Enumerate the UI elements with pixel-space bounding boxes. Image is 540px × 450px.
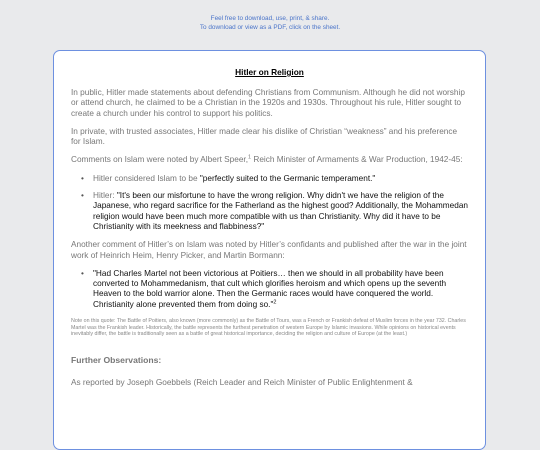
goebbels-paragraph: As reported by Joseph Goebbels (Reich Leader and Reich Minister of Public Enlightenment & (71, 377, 413, 387)
document-title: Hitler on Religion (235, 67, 304, 77)
footnote-ref-1: 1 (248, 154, 252, 161)
footnote-ref-2: 2 (273, 299, 277, 305)
download-notice (0, 15, 540, 32)
further-observations-heading: Further Observations: (71, 354, 162, 365)
bullet-icon: • (81, 173, 84, 183)
speer-quote-list (71, 174, 468, 232)
quote-text: "perfectly suited to the Germanic temperament." (199, 173, 376, 183)
quote-lead: Hitler considered Islam to be (93, 173, 200, 183)
download-notice-line1: Feel free to download, use, print, & share. (210, 15, 330, 22)
bullet-icon: • (81, 191, 84, 201)
speer-text-b: Reich Minister of Armaments & War Production, 1942-45: (251, 155, 463, 165)
quote-text: "Had Charles Martel not been victorious at Poitiers… then we should in all probability have been converted to Mohammedanism, that cult which glorifies heroism and which opens up the seventh Heaven to the bold warrior alone. Then the Germanic races would have conquered the world. Christianity alone prevented them from doing so." (93, 268, 447, 309)
download-notice-line2: To download or view as a PDF, click on the sheet. (199, 23, 341, 31)
quote-text: "It's been our misfortune to have the wrong religion. Why didn't we have the religion of the Japanese, who regard sacrifice for the Fatherland as the highest good? Additionally, the Mohammedan religion would have been much more compatible with us than Christianity. Why did it have to be Christianity with its meekness and flabbiness?" (93, 191, 468, 231)
intro-paragraph: In public, Hitler made statements about defending Christians from Communism. Although he did not worship or attend church, he claimed to be a Christian in the 1920s and 1930s. Throughout his rule, Hitler sought to create a church under his control to support his politics. (71, 88, 465, 118)
poitiers-note: Note on this quote: The Battle of Poitiers, also known (more commonly) as the Battle of Tours, was a French or Frankish defeat of Muslim forces in the year 732. Charles Martel was the Frankish leader. Historically, the battle represents the furthest penetration of western Europe by Islamic invasions. While opinions on historical events inevitably differ, the battle is traditionally seen as a battle of great historical importance, deciding the religion and culture of Europe (at the least.) (71, 318, 466, 338)
list-item (81, 269, 468, 310)
martel-quote-list (71, 269, 468, 310)
document-sheet[interactable] (53, 50, 486, 450)
private-paragraph: In private, with trusted associates, Hitler made clear his dislike of Christian “weakness” and his preference for Islam. (71, 126, 458, 147)
confidants-paragraph: Another comment of Hitler’s on Islam was noted by Hitler’s confidants and published after the war in the joint work of Heinrich Heim, Henry Picker, and Martin Bormann: (71, 240, 467, 260)
list-item (81, 191, 468, 232)
speer-text-a: Comments on Islam were noted by Albert Speer, (71, 155, 249, 165)
list-item (81, 174, 468, 184)
bullet-icon: • (81, 268, 84, 278)
speer-paragraph (71, 155, 468, 165)
quote-lead: Hitler: (93, 191, 117, 201)
